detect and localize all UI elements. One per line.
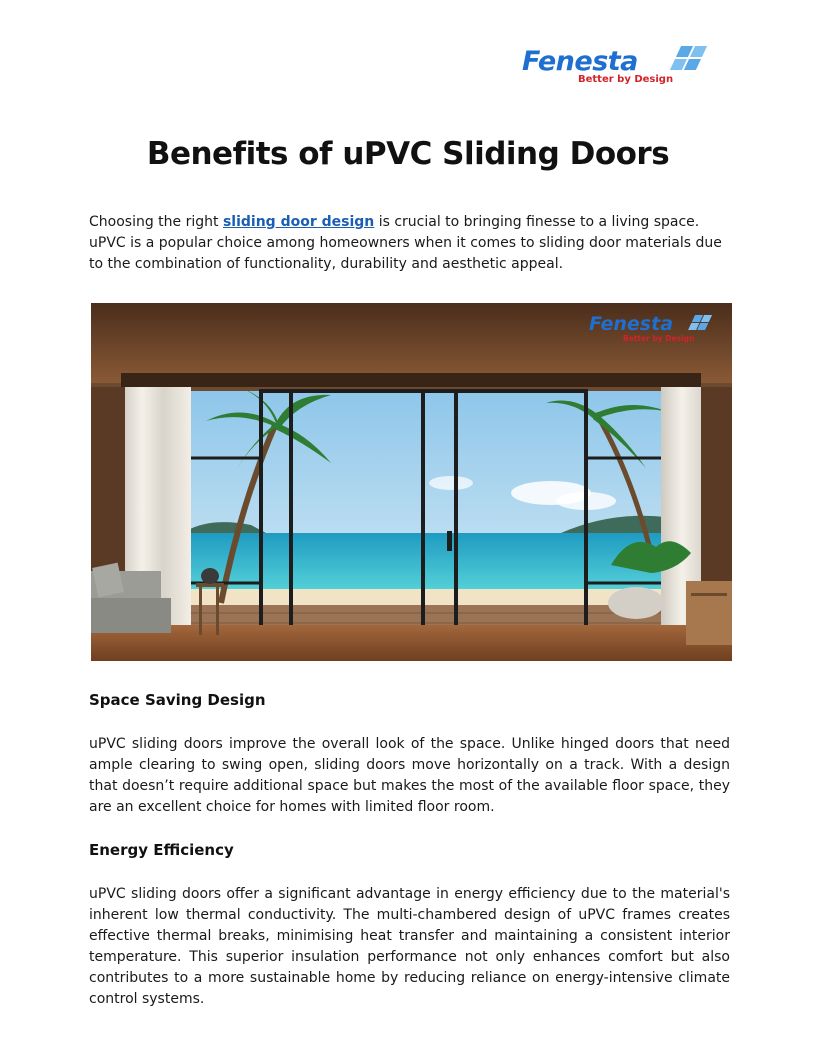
sliding-door-photo [91,303,732,661]
section-body-space-saving: uPVC sliding doors improve the overall look of the space. Unlike hinged doors that need ample clearing to swing open, sliding doors move horizontally on a track. With a design that doesn’t require additional space but makes the most of the available floor space, they are an excellent choice for homes with limited floor room. [89,736,730,815]
window-grid-icon [668,44,728,74]
section-body-energy-efficiency: uPVC sliding doors offer a significant advantage in energy efficiency due to the material's inherent low thermal conductivity. The multi-chambered design of uPVC frames creates effective thermal breaks, minimising heat transfer and maintaining a consistent interior temperature. This superior insulation performance not only enhances comfort but also contributes to a more sustainable home by reducing reliance on energy-intensive climate control systems. [89,886,730,1007]
watermark-tagline: Better by Design [623,334,695,343]
page-title: Benefits of uPVC Sliding Doors [146,136,670,172]
window-grid-icon [687,313,717,333]
logo-tagline: Better by Design [578,74,674,85]
fenesta-logo [522,44,732,88]
section-heading-space-saving: Space Saving Design [89,691,266,709]
image-watermark-logo [589,313,719,343]
intro-text-end: is crucial to bringing finesse to a living space. uPVC is a popular choice among homeowners when it comes to sliding door materials due to the combination of functionality, durability and aesthetic appeal. [89,214,722,272]
sliding-door-design-link[interactable]: sliding door design [222,214,375,230]
section-heading-energy-efficiency: Energy Efficiency [89,841,234,859]
intro-paragraph [89,212,730,275]
logo-wordmark: Fenesta [522,46,638,77]
intro-text-start: Choosing the right [89,214,223,230]
watermark-wordmark: Fenesta [589,313,674,335]
